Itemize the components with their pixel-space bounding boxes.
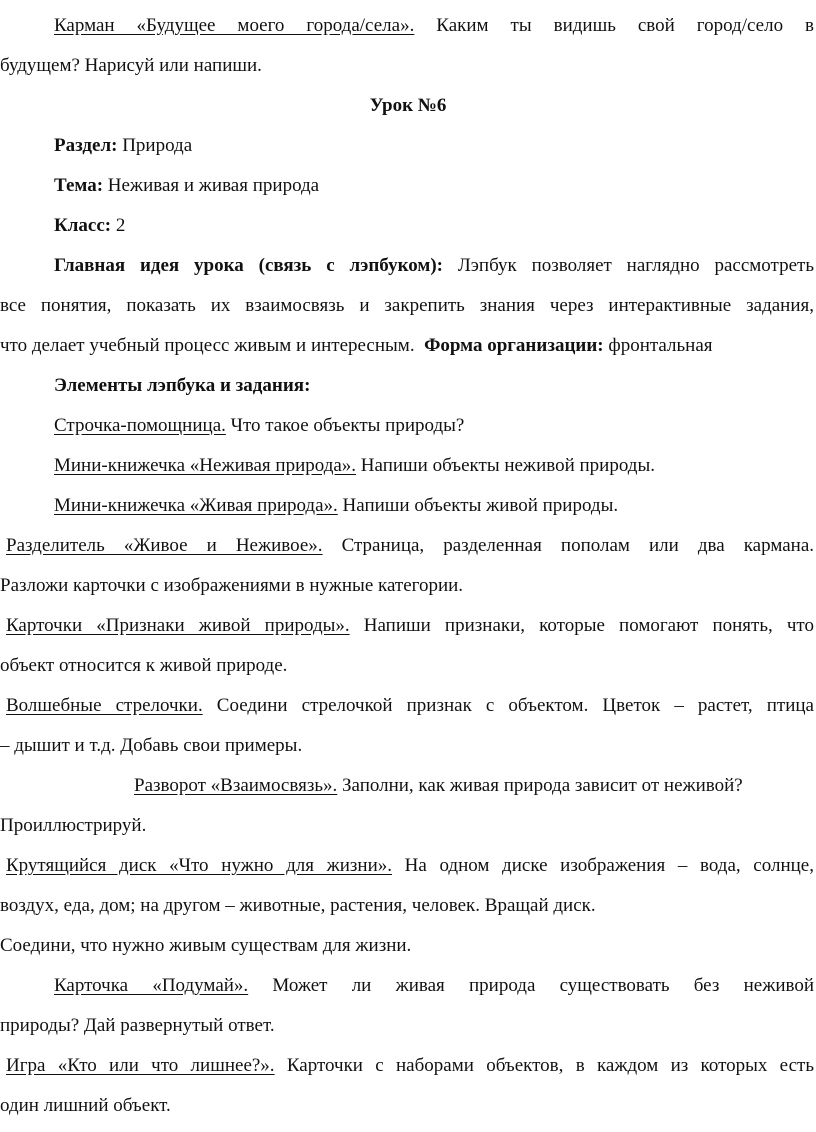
form-label: Форма организации: xyxy=(424,335,604,356)
item-text: Напиши признаки, которые помогают понять, что xyxy=(349,615,814,636)
item-text-line: Соедини, что нужно живым существам для жизни. xyxy=(0,935,412,956)
main-idea-line-2: все понятия, показать их взаимосвязь и закрепить знания через интерактивные задания, xyxy=(0,295,814,316)
main-idea-label: Главная идея урока (связь с лэпбуком): xyxy=(54,255,444,276)
list-item xyxy=(54,974,814,998)
item-title: Разделитель «Живое и Неживое». xyxy=(6,535,323,556)
item-text: Что такое объекты природы? xyxy=(225,415,465,436)
lesson-title: Урок №6 xyxy=(369,95,447,116)
item-text-line: природы? Дай развернутый ответ. xyxy=(0,1015,275,1036)
intro-text-1: Каким ты видишь свой город/село в xyxy=(414,15,815,36)
item-text-line: Проиллюстрируй. xyxy=(0,815,147,836)
list-item xyxy=(6,534,814,558)
list-item xyxy=(54,414,816,438)
item-text-line: объект относится к живой природе. xyxy=(0,655,288,676)
list-item xyxy=(54,454,816,478)
main-idea-line-1 xyxy=(54,254,814,278)
theme-value: Неживая и живая природа xyxy=(103,175,320,196)
theme-line xyxy=(54,174,816,198)
item-title: Волшебные стрелочки. xyxy=(6,695,203,716)
section-value: Природа xyxy=(117,135,193,156)
form-value: фронтальная xyxy=(603,335,713,356)
item-title: Мини-книжечка «Неживая природа». xyxy=(54,455,357,476)
item-text-line: воздух, еда, дом; на другом – животные, растения, человек. Вращай диск. xyxy=(0,895,596,916)
item-title: Карточки «Признаки живой природы». xyxy=(6,615,350,636)
list-item xyxy=(6,694,814,718)
item-text-line: – дышит и т.д. Добавь свои примеры. xyxy=(0,735,303,756)
intro-pocket-title: Карман «Будущее моего города/села». xyxy=(54,15,415,36)
item-text: На одном диске изображения – вода, солнце, xyxy=(392,855,814,876)
item-text: Страница, разделенная пополам или два кармана. xyxy=(322,535,815,556)
elements-heading: Элементы лэпбука и задания: xyxy=(54,375,311,396)
main-idea-text-1: Лэпбук позволяет наглядно рассмотреть xyxy=(443,255,814,276)
item-text: Заполни, как живая природа зависит от неживой? xyxy=(337,775,743,796)
intro-line-2: будущем? Нарисуй или напиши. xyxy=(0,55,262,76)
item-text: Может ли живая природа существовать без неживой xyxy=(248,975,814,996)
list-item xyxy=(6,614,814,638)
item-text: Соедини стрелочкой признак с объектом. Цветок – растет, птица xyxy=(202,695,814,716)
class-line xyxy=(54,214,816,238)
item-text: Напиши объекты неживой природы. xyxy=(356,455,655,476)
list-item xyxy=(6,854,814,878)
main-idea-line-3 xyxy=(0,334,814,358)
item-title: Разворот «Взаимосвязь». xyxy=(134,775,338,796)
theme-label: Тема: xyxy=(54,175,104,196)
section-line xyxy=(54,134,816,158)
item-title: Мини-книжечка «Живая природа». xyxy=(54,495,338,516)
item-text: Карточки с наборами объектов, в каждом из которых есть xyxy=(274,1055,814,1076)
intro-line-1 xyxy=(54,14,814,38)
main-idea-text-3: что делает учебный процесс живым и интересным. xyxy=(0,335,415,356)
list-item xyxy=(54,494,816,518)
section-label: Раздел: xyxy=(54,135,118,156)
class-value: 2 xyxy=(111,215,126,236)
item-text: Напиши объекты живой природы. xyxy=(337,495,619,516)
item-text-line: Разложи карточки с изображениями в нужные категории. xyxy=(0,575,464,596)
list-item xyxy=(134,774,814,798)
item-title: Крутящийся диск «Что нужно для жизни». xyxy=(6,855,392,876)
item-title: Карточка «Подумай». xyxy=(54,975,249,996)
item-title: Строчка-помощница. xyxy=(54,415,226,436)
item-text-line: один лишний объект. xyxy=(0,1095,171,1116)
list-item xyxy=(6,1054,814,1078)
class-label: Класс: xyxy=(54,215,112,236)
item-title: Игра «Кто или что лишнее?». xyxy=(6,1055,275,1076)
